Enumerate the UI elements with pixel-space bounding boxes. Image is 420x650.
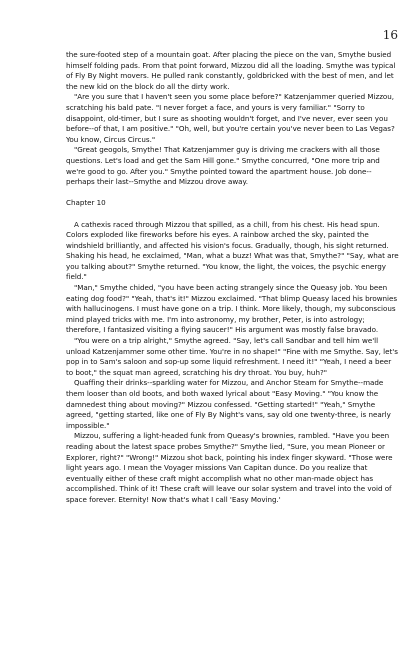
paragraph: the sure-footed step of a mountain goat. After placing the piece on the van, Smythe busied himself folding pads. From that point forward, Mizzou did all the loading. Smythe was typical of Fly By Night movers. He pulled rank constantly, goldbricked with the best of men, and let the new kid on the block do all the dirty work. <box>66 50 396 91</box>
page-body <box>66 50 400 506</box>
paragraph: A cathexis raced through Mizzou that spilled, as a chill, from his chest. His head spun. Colors exploded like fireworks before his eyes. A rainbow arched the sky, painted the windshield brilliantly, and affected his vision's focus. Gradually, though, his sight returned. Shaking his head, he exclaimed, "Man, what a buzz! What was that, Smythe?" "Say, what are you talking about?" Smythe returned. "You know, the light, the voices, the psychic energy field." <box>66 219 399 282</box>
paragraph: "Man," Smythe chided, "you have been acting strangely since the Queasy job. You been eating dog food?" "Yeah, that's it!" Mizzou exclaimed. "That blimp Queasy laced his brownies with hallucinogens. I must have gone on a trip. I think. More likely, though, my subconscious mind played tricks with me. I'm into astronomy, my brother, Peter, is into astrology; therefore, I fantasized visiting a flying saucer!" His argument was mostly false bravado. <box>66 283 398 335</box>
page-number: 16 <box>382 28 398 42</box>
paragraph: "Are you sure that I haven't seen you some place before?" Katzenjammer queried Mizzou, scratching his bald pate. "I never forget a face, and yours is very familiar." "Sorry to disappoint, old-timer, but I sure as shooting wouldn't forget, and I've never, ever seen you before--of that, I am positive." "Oh, well, but you're certain you've never been to Las Vegas? You know, Circus Circus." <box>66 92 395 144</box>
spacer <box>66 209 400 220</box>
chapter-heading: Chapter 10 <box>66 198 106 208</box>
paragraph: Quaffing their drinks--sparkling water for Mizzou, and Anchor Steam for Smythe--made them looser than old boots, and both waxed lyrical about "Easy Moving." "You know the damnedest thing about moving?" Mizzou confessed. "Getting started!" "Yeah," Smythe agreed, "getting started, like one of Fly By Night's vans, say old one twenty-three, is nearly impossible." <box>66 378 391 430</box>
paragraph: "Great geogols, Smythe! That Katzenjammer guy is driving me crackers with all those questions. Let's load and get the Sam Hill gone." Smythe concurred, "One more trip and we're good to go. After you." Smythe pointed toward the apartment house. Job done--perhaps their last--Smythe and Mizzou drove away. <box>66 145 380 187</box>
paragraph: Mizzou, suffering a light-headed funk from Queasy's brownies, rambled. "Have you been reading about the latest space probes Smythe?" Smythe lied, "Sure, you mean Pioneer or Explorer, right?" "Wrong!" Mizzou shot back, pointing his index finger skyward. "Those were light years ago. I mean the Voyager missions Van Capitan dunce. Do you realize that eventually either of these craft might accomplish what no other man-made object has accomplished. Think of it! These craft will leave our solar system and travel into the void of space forever. Eternity! Now that's what I call 'Easy Moving.' <box>66 431 393 504</box>
paragraph: "You were on a trip alright," Smythe agreed. "Say, let's call Sandbar and tell him we'll unload Katzenjammer some other time. You're in no shape!" "Fine with me Smythe. Say, let's pop in to Sam's saloon and sop-up some liquid refreshment. I need it!" "Yeah, I need a beer to boot," the squat man agreed, scratching his dry throat. You buy, huh?" <box>66 336 398 377</box>
spacer <box>66 188 400 199</box>
